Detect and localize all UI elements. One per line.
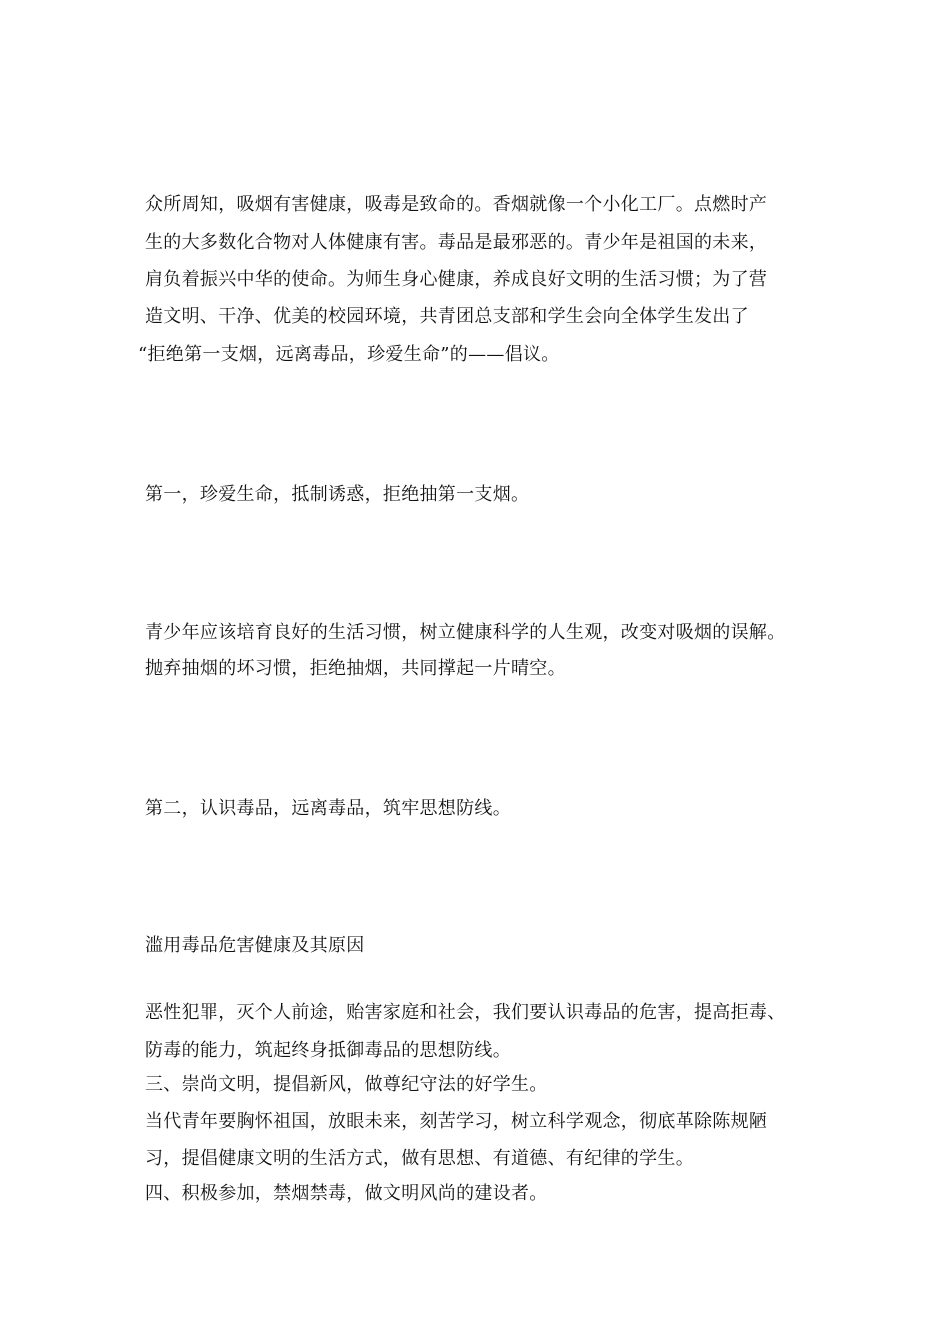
point-1-heading: 第一，珍爱生命，抵制诱惑，拒绝抽第一支烟。 bbox=[145, 484, 530, 505]
point-1-body-line-2: 抛弃抽烟的坏习惯，拒绝抽烟，共同撑起一片晴空。 bbox=[145, 658, 566, 679]
point-1-body-line-1: 青少年应该培育良好的生活习惯，树立健康科学的人生观，改变对吸烟的误解。 bbox=[145, 622, 786, 643]
intro-line-3: 肩负着振兴中华的使命。为师生身心健康，养成良好文明的生活习惯；为了营 bbox=[145, 269, 768, 290]
subheading: 滥用毒品危害健康及其原因 bbox=[145, 935, 365, 956]
tail-line-3: 三、崇尚文明，提倡新风，做尊纪守法的好学生。 bbox=[145, 1074, 548, 1095]
tail-line-1: 恶性犯罪，灭个人前途，贻害家庭和社会，我们要认识毒品的危害，提高拒毒、 bbox=[145, 1002, 786, 1023]
tail-line-5: 习，提倡健康文明的生活方式，做有思想、有道德、有纪律的学生。 bbox=[145, 1148, 694, 1169]
intro-line-5: “拒绝第一支烟，远离毒品，珍爱生命”的——倡议。 bbox=[138, 344, 560, 365]
intro-line-1: 众所周知，吸烟有害健康，吸毒是致命的。香烟就像一个小化工厂。点燃时产 bbox=[145, 194, 768, 215]
point-2-heading: 第二，认识毒品，远离毒品，筑牢思想防线。 bbox=[145, 798, 511, 819]
intro-line-2: 生的大多数化合物对人体健康有害。毒品是最邪恶的。青少年是祖国的未来， bbox=[145, 232, 768, 253]
tail-line-2: 防毒的能力，筑起终身抵御毒品的思想防线。 bbox=[145, 1040, 511, 1061]
intro-line-4: 造文明、干净、优美的校园环境，共青团总支部和学生会向全体学生发出了 bbox=[145, 306, 749, 327]
tail-line-4: 当代青年要胸怀祖国，放眼未来，刻苦学习，树立科学观念，彻底革除陈规陋 bbox=[145, 1111, 768, 1132]
tail-line-6: 四、积极参加，禁烟禁毒，做文明风尚的建设者。 bbox=[145, 1183, 548, 1204]
